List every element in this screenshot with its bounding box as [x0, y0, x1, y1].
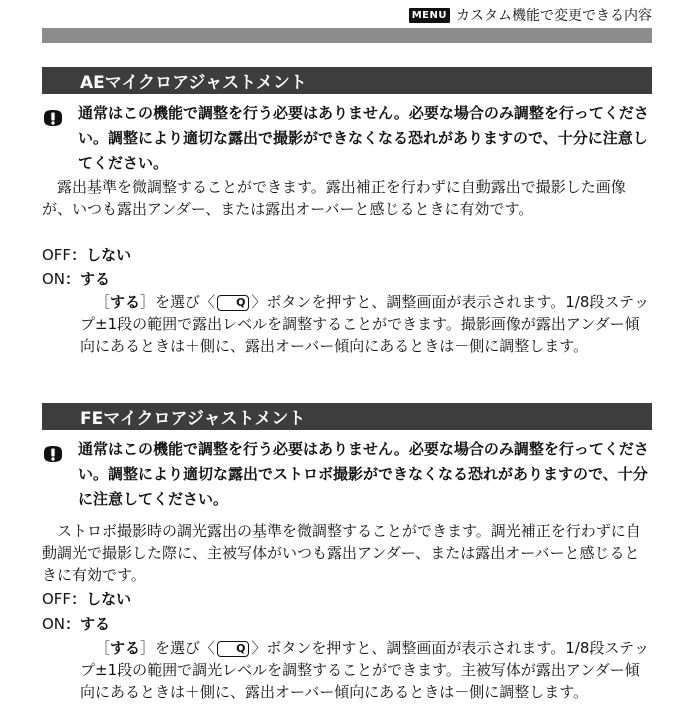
option-code: OFF — [42, 246, 72, 264]
option-code: OFF — [42, 590, 72, 608]
caution-icon — [42, 107, 64, 129]
caution-block-ae — [42, 101, 652, 176]
option-on-fe: ON：する — [42, 615, 111, 633]
option-label: する — [80, 270, 111, 288]
desc-text: 〉ボタンを押すと、調整画面が表示されます。1/8段ステップ±1段の範囲で露出レベルを調整することができます。撮影画像が露出アンダー傾向にあるときは＋側に、露出オーバー傾向にあるときは－側に調整します。 — [80, 293, 650, 355]
option-ref: する — [110, 639, 141, 657]
option-label: しない — [86, 590, 132, 608]
intro-paragraph-ae: 露出基準を微調整することができます。露出補正を行わずに自動露出で撮影した画像が、いつも露出アンダー、または露出オーバーと感じるときに有効です。 — [42, 178, 626, 218]
intro-paragraph-fe: ストロボ撮影時の調光露出の基準を微調整することができます。調光補正を行わずに自動調光で撮影した際に、主被写体がいつも露出アンダー、または露出オーバーと感じるときに有効です。 — [42, 522, 641, 584]
option-off-fe: OFF：しない — [42, 590, 132, 608]
menu-badge-icon: MENU — [409, 8, 450, 23]
option-on-ae: ON：する — [42, 270, 111, 288]
header-rule — [42, 28, 652, 43]
page-header — [409, 4, 652, 26]
option-code: ON — [42, 270, 66, 288]
q-button-icon: Q — [217, 641, 249, 657]
caution-icon — [42, 443, 64, 465]
caution-block-fe — [42, 437, 652, 512]
option-on-description-ae: ［する］を選び〈 Q 〉ボタンを押すと、調整画面が表示されます。1/8段ステップ±1段の範囲で露出レベルを調整することができます。撮影画像が露出アンダー傾向にあるときは＋側に、露出オーバー傾向にあるときは－側に調整します。 — [80, 293, 650, 355]
desc-text: 〉ボタンを押すと、調整画面が表示されます。1/8段ステップ±1段の範囲で調光レベルを調整することができます。主被写体が露出アンダー傾向にあるときは＋側に、露出オーバー傾向にあるときは－側に調整します。 — [80, 639, 650, 701]
option-ref: する — [110, 293, 141, 311]
option-off-ae: OFF：しない — [42, 246, 132, 264]
option-code: ON — [42, 615, 66, 633]
caution-text-ae: 通常はこの機能で調整を行う必要はありません。必要な場合のみ調整を行ってください。調整により適切な露出で撮影ができなくなる恐れがありますので、十分に注意してください。 — [78, 104, 649, 172]
desc-text: を選び〈 — [155, 639, 216, 657]
section-title-fe: FEマイクロアジャストメント — [42, 403, 652, 430]
desc-text: を選び〈 — [155, 293, 216, 311]
option-label: しない — [86, 246, 132, 264]
option-label: する — [80, 615, 111, 633]
header-title: カスタム機能で変更できる内容 — [456, 8, 652, 24]
option-on-description-fe: ［する］を選び〈 Q 〉ボタンを押すと、調整画面が表示されます。1/8段ステップ±1段の範囲で調光レベルを調整することができます。主被写体が露出アンダー傾向にあるときは＋側に、露出オーバー傾向にあるときは－側に調整します。 — [80, 639, 650, 701]
caution-text-fe: 通常はこの機能で調整を行う必要はありません。必要な場合のみ調整を行ってください。調整により適切な露出でストロボ撮影ができなくなる恐れがありますので、十分に注意してください。 — [78, 440, 649, 508]
q-button-icon: Q — [217, 295, 249, 311]
section-title-ae: AEマイクロアジャストメント — [42, 67, 652, 94]
